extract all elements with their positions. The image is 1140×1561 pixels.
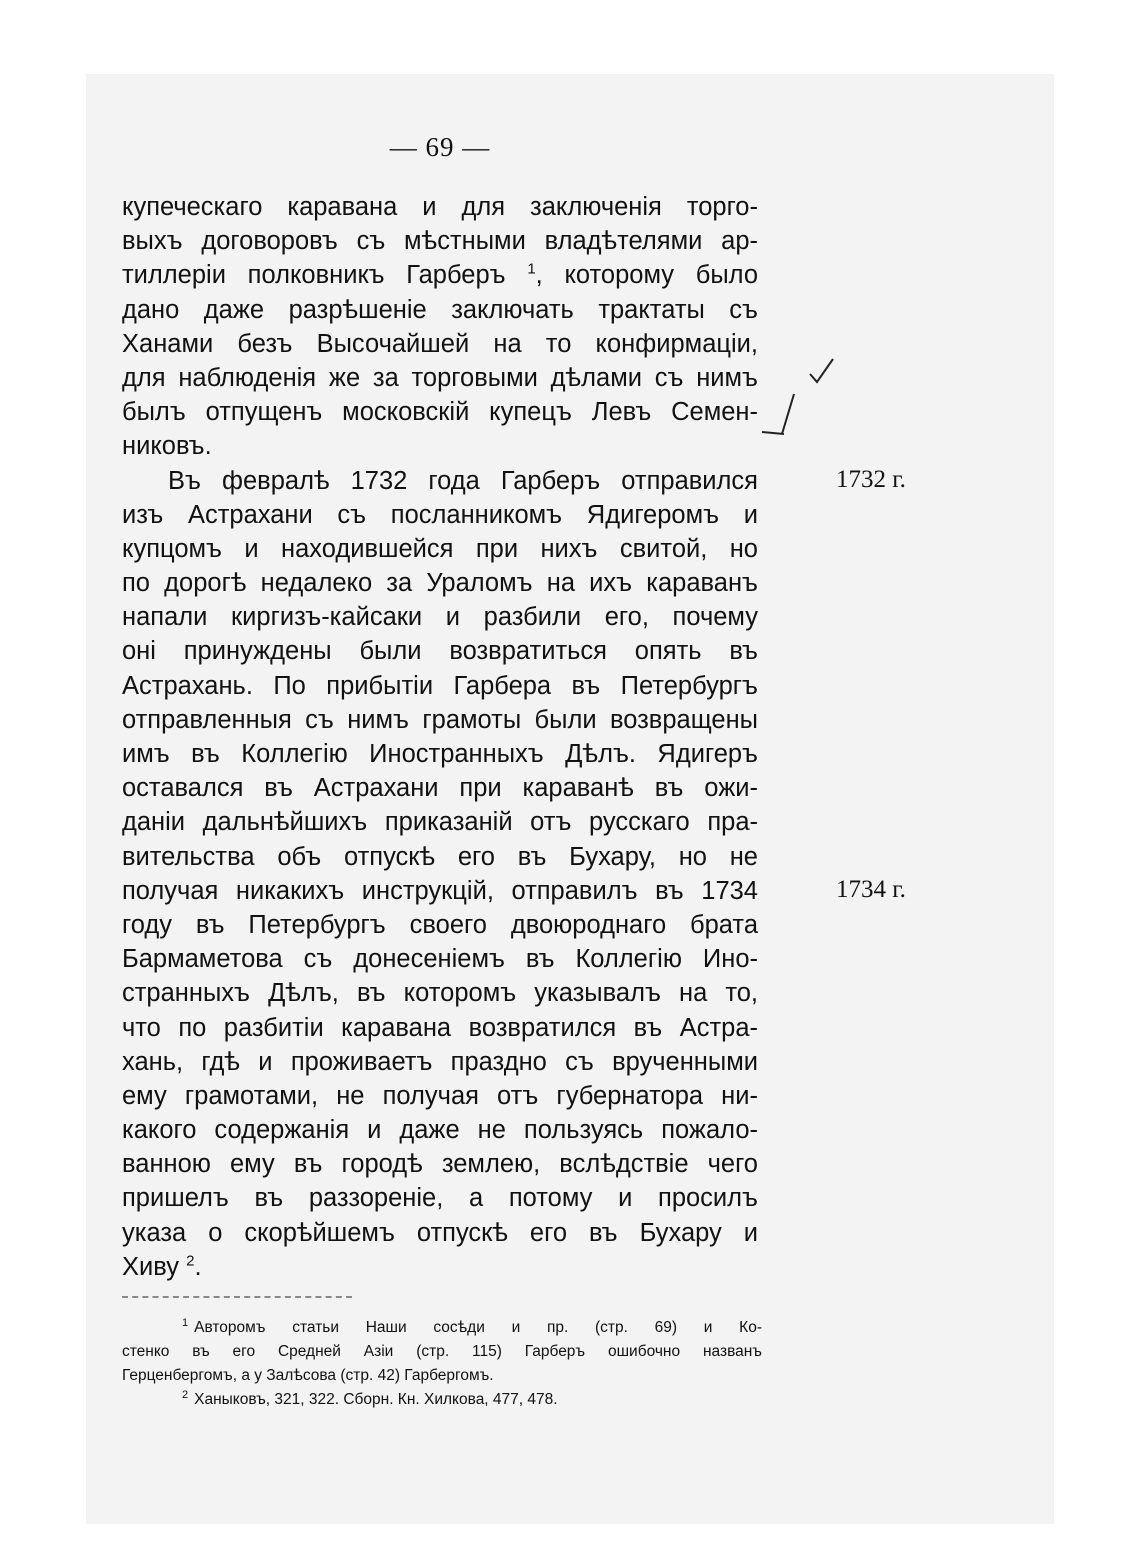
text-line: изъ Астрахани съ посланникомъ Ядигеромъ и — [122, 500, 758, 529]
text-fragment: тиллеріи полковникъ Гарберъ — [122, 261, 506, 290]
text-line: для наблюденія же за торговыми дѣлами съ нимъ — [122, 363, 758, 392]
margin-note-year-1734: 1734 г. — [836, 876, 906, 903]
footnote-ref-2: 2 — [186, 1252, 195, 1270]
text-line: Астрахань. По прибытіи Гарбера въ Петербургъ — [122, 671, 758, 700]
text-line: получая никакихъ инструкцій, отправилъ въ 1734 — [122, 876, 758, 905]
text-line: году въ Петербургъ своего двоюроднаго брата — [122, 910, 758, 939]
page-number: — 69 — — [389, 132, 491, 162]
text-line: хань, гдѣ и проживаетъ праздно съ врученными — [122, 1047, 758, 1076]
footnote-text: Ханыковъ, 321, 322. Сборн. Кн. Хилкова, 477, 478. — [194, 1391, 558, 1408]
paragraph-2 — [122, 464, 758, 1285]
text-fragment: , которому было — [535, 261, 759, 290]
handwritten-checkmark-icon — [806, 356, 836, 386]
text-line: странныхъ Дѣлъ, въ которомъ указывалъ на то, — [122, 979, 758, 1008]
text-line: ему грамотами, не получая отъ губернатора ни- — [122, 1081, 758, 1110]
text-fragment: Хиву — [122, 1252, 179, 1281]
main-text — [122, 190, 758, 1284]
text-line: ванною ему въ городѣ землею, вслѣдствіе чего — [122, 1150, 758, 1179]
footnote-1-number: 1 — [182, 1316, 189, 1329]
text-line: оні принуждены были возвратиться опять въ — [122, 637, 758, 666]
paragraph-1 — [122, 190, 758, 464]
text-line: какого содержанія и даже не пользуясь пожало- — [122, 1116, 758, 1145]
text-line: даніи дальнѣйшихъ приказаній отъ русскаго пра- — [122, 808, 758, 837]
text-line: былъ отпущенъ московскій купецъ Левъ Семен- — [122, 398, 758, 427]
handwritten-bracket-icon — [760, 392, 800, 440]
footnotes — [122, 1316, 762, 1412]
text-line: напали киргизъ-кайсаки и разбили его, почему — [122, 603, 758, 632]
text-line: что по разбитіи каравана возвратился въ Астра- — [122, 1013, 758, 1042]
text-line: вительства объ отпускѣ его въ Бухару, но не — [122, 842, 758, 871]
footnote-2-line — [122, 1388, 762, 1412]
text-line: по дорогѣ недалеко за Ураломъ на ихъ караванъ — [122, 569, 758, 598]
text-line: Ханами безъ Высочайшей на то конфирмаціи, — [122, 329, 758, 358]
text-line: оставался въ Астрахани при караванѣ въ ожи- — [122, 774, 758, 803]
text-line-with-footnote-ref — [122, 1250, 758, 1284]
footnote-text: Авторомъ статьи Наши сосѣди и пр. (стр. 69) и Ко- — [194, 1319, 762, 1336]
text-line: Бармаметова съ донесеніемъ въ Коллегію Ино- — [122, 945, 758, 974]
footnote-2-number: 2 — [182, 1388, 189, 1401]
footnote-1-line — [122, 1316, 762, 1340]
footnote-1-line: Герценбергомъ, а у Залѣсова (стр. 42) Гарбергомъ. — [122, 1367, 494, 1384]
text-line: отправленныя съ нимъ грамоты были возвращены — [122, 705, 758, 734]
text-line: указа о скорѣйшемъ отпускѣ его въ Бухару и — [122, 1218, 758, 1247]
footnote-ref-1: 1 — [527, 260, 536, 278]
text-line: пришелъ въ раззореніе, а потому и просилъ — [122, 1184, 758, 1213]
text-line-with-footnote-ref — [122, 258, 758, 292]
footnote-divider — [122, 1296, 352, 1300]
text-line: дано даже разрѣшеніе заключать трактаты съ — [122, 295, 758, 324]
text-line: купцомъ и находившейся при нихъ свитой, но — [122, 534, 758, 563]
text-line: Въ февралѣ 1732 года Гарберъ отправился — [168, 466, 758, 495]
text-line: выхъ договоровъ съ мѣстными владѣтелями ар- — [122, 227, 758, 256]
footnote-1-line: стенко въ его Средней Азіи (стр. 115) Гарберъ ошибочно названъ — [122, 1343, 762, 1360]
text-fragment: . — [194, 1252, 202, 1281]
text-line: имъ въ Коллегію Иностранныхъ Дѣлъ. Ядигеръ — [122, 740, 758, 768]
text-line: купеческаго каравана и для заключенія торго- — [122, 193, 758, 221]
margin-note-year-1732: 1732 г. — [836, 466, 906, 493]
text-line: никовъ. — [122, 432, 212, 461]
